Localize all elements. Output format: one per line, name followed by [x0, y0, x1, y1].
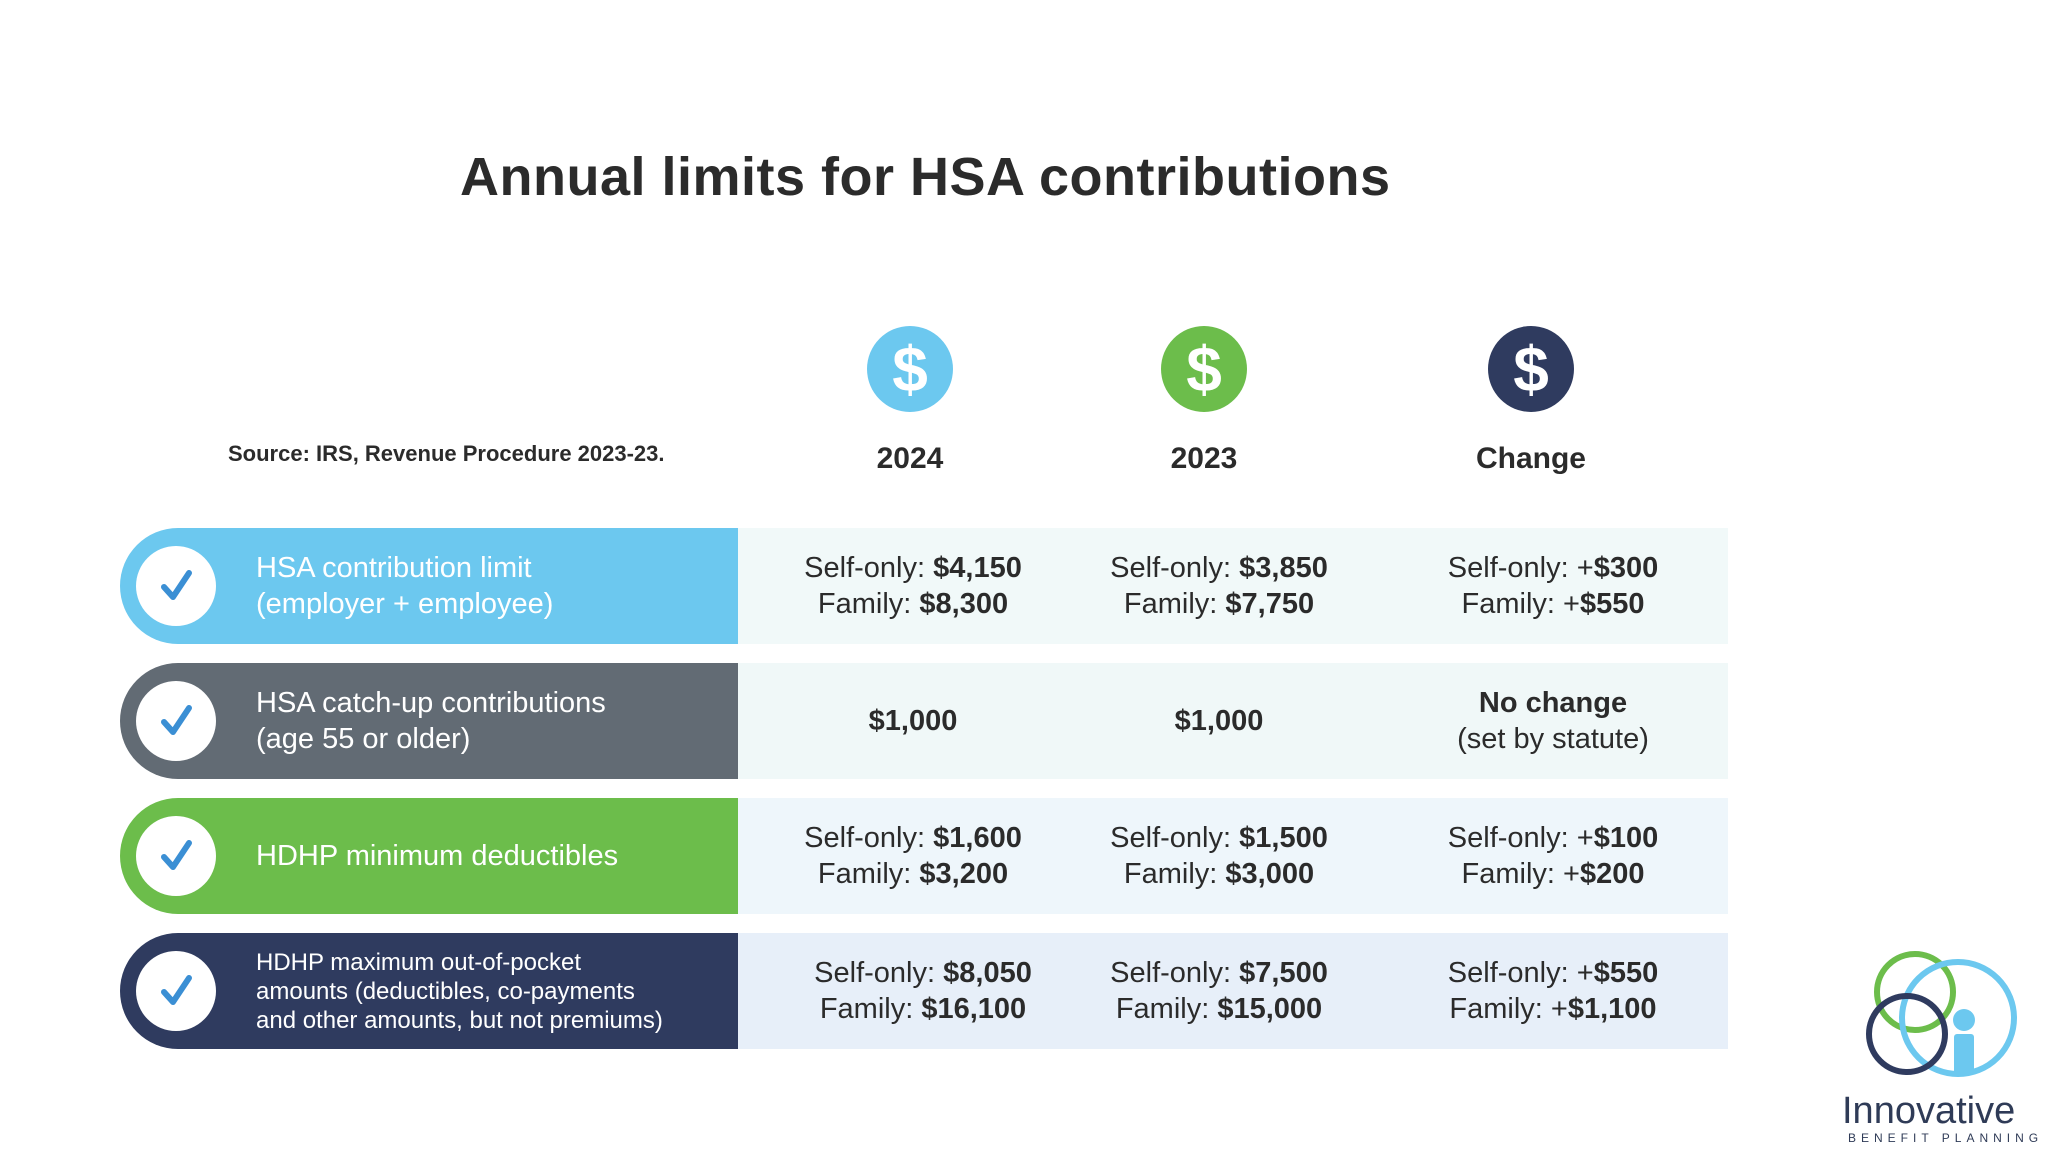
value-prefix: Family:	[1123, 858, 1226, 890]
value-prefix: Family:	[817, 858, 920, 890]
row-label-line: (age 55 or older)	[256, 723, 471, 755]
cell-change	[1398, 933, 1708, 1049]
row-label	[256, 798, 726, 914]
column-header-change	[1461, 326, 1601, 476]
column-label: Change	[1475, 442, 1586, 475]
table-row-hdhp-max-oop	[120, 933, 1728, 1049]
value: $7,750	[1225, 588, 1315, 620]
cell-2023	[1074, 933, 1364, 1049]
row-cells	[738, 798, 1728, 914]
row-label-line: HSA catch-up contributions	[256, 687, 606, 719]
logo-subtitle: BENEFIT PLANNING	[1848, 1131, 2044, 1145]
cell-change	[1398, 528, 1708, 644]
cell-change	[1398, 798, 1708, 914]
value: $200	[1579, 858, 1645, 890]
row-label	[256, 933, 726, 1049]
dollar-icon: $	[1161, 326, 1247, 412]
table-row-hsa-contribution-limit	[120, 528, 1728, 644]
value-prefix: Family: +	[1461, 588, 1580, 620]
value: $4,150	[933, 552, 1022, 584]
cell-2024	[768, 528, 1058, 644]
table-row-hdhp-min-deductibles	[120, 798, 1728, 914]
cell-2023	[1074, 528, 1364, 644]
row-cells	[738, 663, 1728, 779]
check-icon	[136, 681, 216, 761]
check-icon	[136, 951, 216, 1031]
page-title: Annual limits for HSA contributions	[460, 147, 1391, 207]
row-label	[256, 528, 726, 644]
value-prefix: Self-only:	[804, 822, 934, 854]
value: $1,100	[1567, 993, 1657, 1025]
value-note: (set by statute)	[1457, 723, 1649, 755]
dollar-icon: $	[867, 326, 953, 412]
column-header-2024	[840, 326, 980, 476]
value: $3,850	[1239, 552, 1328, 584]
value: $15,000	[1217, 993, 1323, 1025]
value: $16,100	[921, 993, 1027, 1025]
check-icon	[136, 546, 216, 626]
row-label	[256, 663, 726, 779]
source-note: Source: IRS, Revenue Procedure 2023-23.	[228, 441, 665, 466]
logo-name: Innovative	[1842, 1090, 2016, 1132]
check-icon	[136, 816, 216, 896]
value-prefix: Family: +	[1461, 858, 1580, 890]
value-prefix: Self-only:	[804, 552, 934, 584]
row-label-line: HSA contribution limit	[256, 552, 532, 584]
value-prefix: Self-only: +	[1447, 552, 1594, 584]
cell-2024	[768, 933, 1078, 1049]
value: $1,500	[1239, 822, 1328, 854]
value: $550	[1593, 957, 1659, 989]
column-label: 2023	[1170, 442, 1238, 475]
row-label-line: (employer + employee)	[256, 588, 554, 620]
value-prefix: Family:	[817, 588, 920, 620]
row-cells	[738, 528, 1728, 644]
column-header-2023	[1134, 326, 1274, 476]
value-prefix: Family:	[819, 993, 922, 1025]
value: $1,600	[933, 822, 1022, 854]
value: $8,050	[943, 957, 1032, 989]
table-row-hsa-catch-up	[120, 663, 1728, 779]
value-prefix: Family:	[1115, 993, 1218, 1025]
row-label-line: HDHP maximum out-of-pocket	[256, 948, 581, 976]
value: $100	[1593, 822, 1659, 854]
value-prefix: Self-only:	[1110, 822, 1240, 854]
value: $8,300	[919, 588, 1009, 620]
value-prefix: Self-only:	[1110, 957, 1240, 989]
value: $3,200	[919, 858, 1009, 890]
row-cells	[738, 933, 1728, 1049]
column-label: 2024	[876, 442, 944, 475]
cell-2023	[1074, 663, 1364, 779]
dollar-icon: $	[1488, 326, 1574, 412]
value-prefix: Self-only:	[1110, 552, 1240, 584]
row-label-line: amounts (deductibles, co-payments	[256, 977, 635, 1005]
value: $550	[1579, 588, 1645, 620]
row-label-line: HDHP minimum deductibles	[256, 840, 619, 872]
value: $300	[1593, 552, 1659, 584]
cell-2024	[768, 798, 1058, 914]
cell-2024	[768, 663, 1058, 779]
cell-change	[1398, 663, 1708, 779]
value-prefix: Family: +	[1449, 993, 1568, 1025]
value-prefix: Family:	[1123, 588, 1226, 620]
row-label-line: and other amounts, but not premiums)	[256, 1006, 663, 1034]
value: $3,000	[1225, 858, 1315, 890]
value-prefix: Self-only: +	[1447, 822, 1594, 854]
value-prefix: Self-only:	[814, 957, 944, 989]
value: $1,000	[1174, 705, 1264, 737]
cell-2023	[1074, 798, 1364, 914]
value-prefix: Self-only: +	[1447, 957, 1594, 989]
value: $7,500	[1239, 957, 1328, 989]
value: $1,000	[868, 705, 958, 737]
value: No change	[1478, 687, 1628, 719]
